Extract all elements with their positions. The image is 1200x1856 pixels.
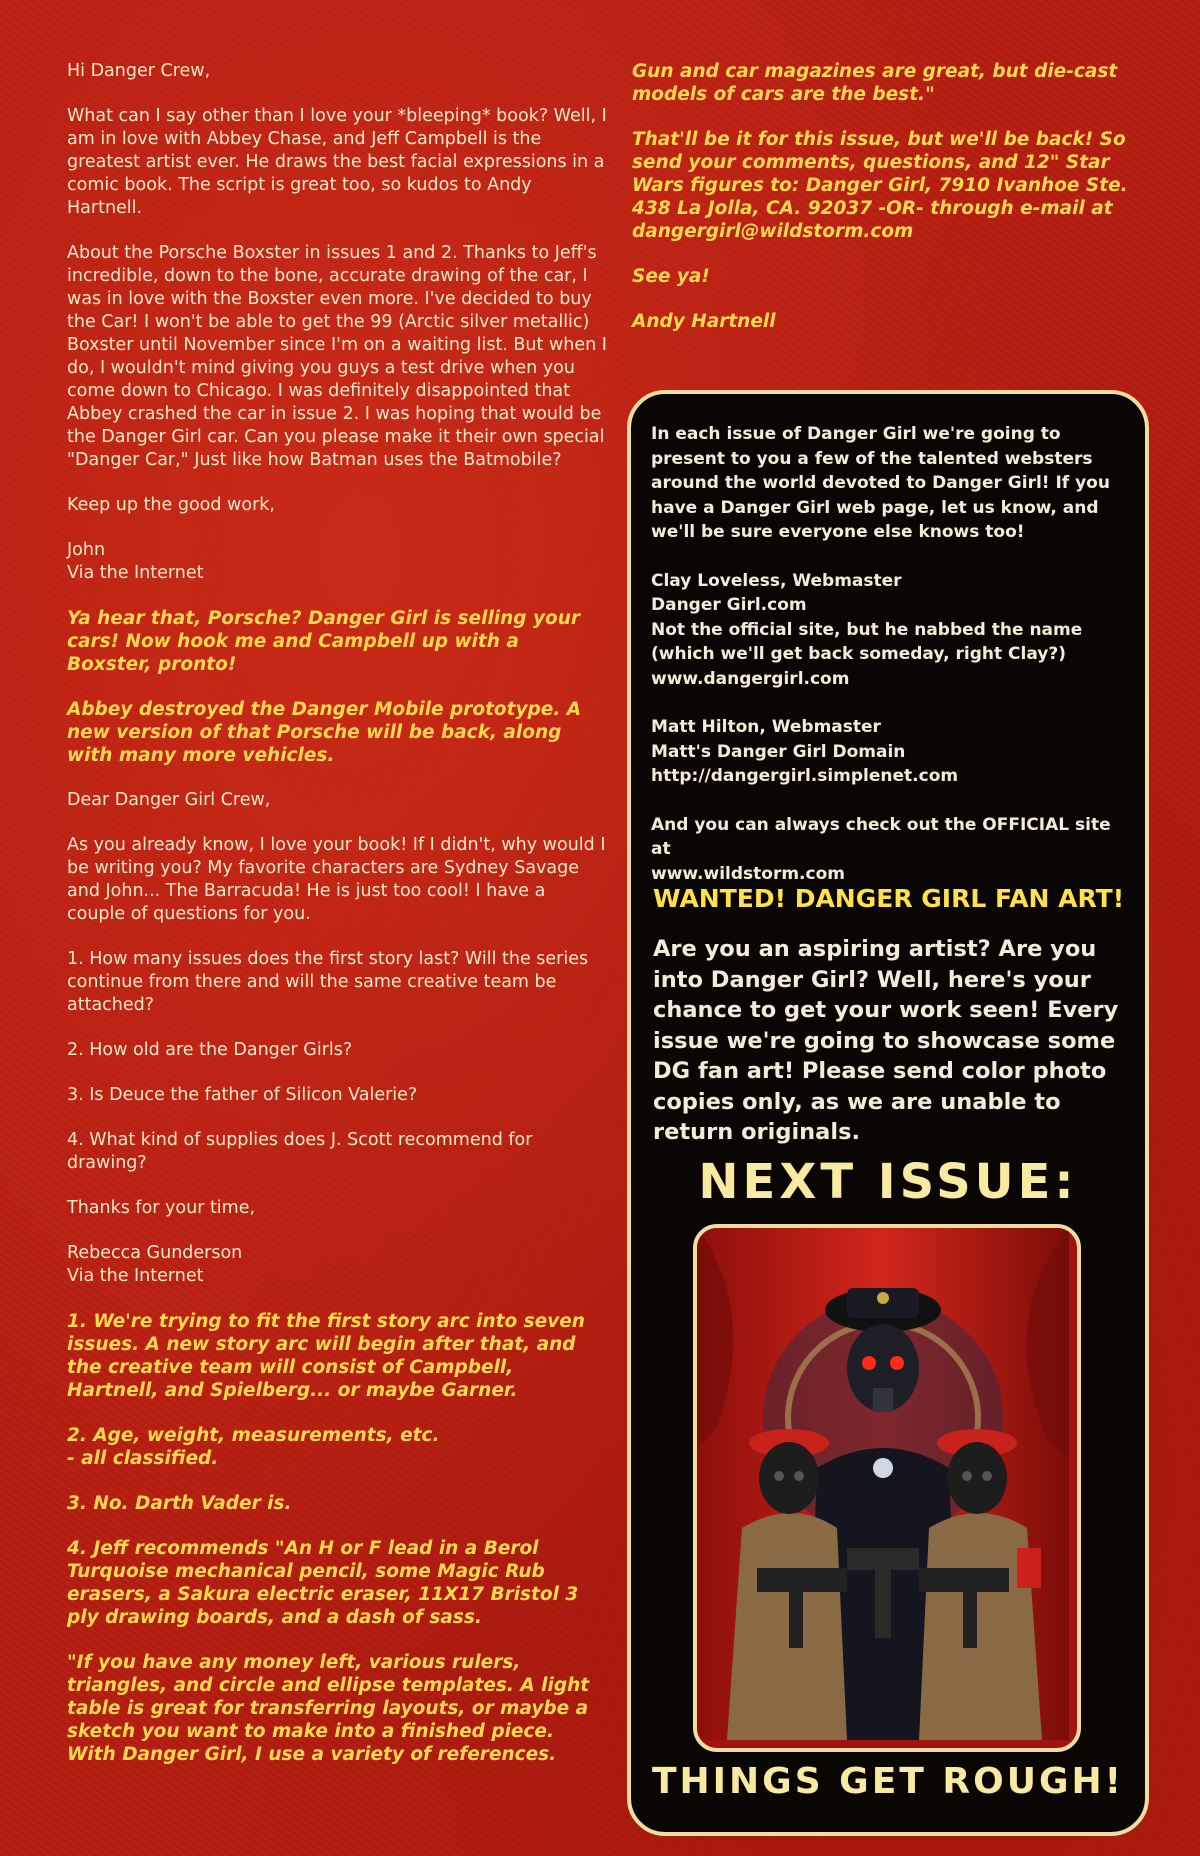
site-1 [651,569,1131,692]
site-1-note: Not the official site, but he nabbed the name [651,619,1083,640]
letter-2-via: Via the Internet [67,1266,204,1286]
site-2-title: Matt's Danger Girl Domain [651,741,906,762]
site-2-webmaster: Matt Hilton, Webmaster [651,717,881,737]
see-ya: See ya! [632,266,710,287]
site-1-title: Danger Girl.com [651,595,807,615]
websters-content [651,422,1131,910]
next-issue-tagline: THINGS GET ROUGH! [651,1761,1125,1802]
official-site [651,813,1131,887]
question-2: 2. How old are the Danger Girls? [67,1040,353,1060]
next-issue-heading: NEXT ISSUE: [698,1154,1078,1210]
editor-signature: Andy Hartnell [632,311,776,332]
site-1-webmaster: Clay Loveless, Webmaster [651,570,902,591]
greeting-1: Hi Danger Crew, [67,61,211,81]
question-3: 3. Is Deuce the father of Silicon Valerie? [67,1085,418,1105]
answer-4-end: Gun and car magazines are great, but die-cast models of cars are the best." [632,61,1118,105]
letter-1-closing: Keep up the good work, [67,495,275,515]
fan-art-heading: WANTED! DANGER GIRL FAN ART! [653,884,1125,913]
reply-1-paragraph-2: Abbey destroyed the Danger Mobile prototype. A new version of that Porsche will be back, along with many more vehicles. [67,699,582,766]
reply-1-paragraph-1: Ya hear that, Porsche? Danger Girl is selling your cars! Now hook me and Campbell up with a Boxster, pronto! [67,608,581,675]
question-1: 1. How many issues does the first story last? Will the series continue from there and will the same creative team be attached? [67,949,589,1015]
site-1-note-2: (which we'll get back someday, right Clay?) [651,644,1066,664]
closing-note: That'll be it for this issue, but we'll be back! So send your comments, questions, and 12" Star Wars figures to: Danger Girl, 7910 Ivanhoe Ste. 438 La Jolla, CA. 92037 -OR- through e-mail at dangergirl@wildstorm.com [632,129,1128,242]
official-site-text: And you can always check out the OFFICIAL site at [651,814,1111,859]
site-2 [651,715,1131,789]
question-4: 4. What kind of supplies does J. Scott recommend for drawing? [67,1130,533,1173]
letter-2-paragraph-1: As you already know, I love your book! If I didn't, why would I be writing you? My favorite characters are Sydney Savage and John... The Barracuda! He is just too cool! I have a couple of questions for you. [67,835,606,924]
letter-1-name: John [67,540,106,560]
answer-2-line-2: - all classified. [67,1448,219,1469]
answer-4-continued: "If you have any money left, various rulers, triangles, and circle and ellipse templates. A light table is great for transferring layouts, or maybe a sketch you want to make into a finished piece. With Danger Girl, I use a variety of references. [67,1652,590,1765]
letters-column-left [67,60,607,1788]
next-issue-artwork [693,1224,1081,1752]
official-site-url: www.wildstorm.com [651,863,845,884]
letter-1-via: Via the Internet [67,563,204,583]
answer-3: 3. No. Darth Vader is. [67,1493,292,1514]
answer-4: 4. Jeff recommends "An H or F lead in a Berol Turquoise mechanical pencil, some Magic Rub erasers, a Sakura electric eraser, 11X17 Bristol 3 ply drawing boards, and a dash of sass. [67,1538,579,1628]
websters-intro: In each issue of Danger Girl we're going to present to you a few of the talented websters around the world devoted to Danger Girl! If you have a Danger Girl web page, let us know, and we'll be sure everyone else knows too! [651,424,1110,542]
answer-2 [67,1424,607,1470]
answer-1: 1. We're trying to fit the first story arc into seven issues. A new story arc will begin after that, and the creative team will consist of Campbell, Hartnell, and Spielberg... or maybe Garner. [67,1311,585,1401]
websters-panel [627,390,1149,1836]
letter-2-name: Rebecca Gunderson [67,1243,243,1263]
fan-art-body: Are you an aspiring artist? Are you into Danger Girl? Well, here's your chance to get your work seen! Every issue we're going to showcase some DG fan art! Please send color photo copies only, as we are unable to return originals. [653,936,1119,1145]
letters-column-right [632,60,1152,355]
letter-2-signature [67,1242,607,1288]
letter-1-paragraph-1: What can I say other than I love your *bleeping* book? Well, I am in love with Abbey Chase, and Jeff Campbell is the greatest artist ever. He draws the best facial expressions in a comic book. The script is great too, so kudos to Andy Hartnell. [67,106,607,218]
site-2-url: http://dangergirl.simplenet.com [651,766,959,786]
letter-1-signature [67,539,607,585]
letter-2-closing: Thanks for your time, [67,1198,256,1218]
soldiers-illustration-icon [697,1228,1069,1740]
answer-2-line-1: 2. Age, weight, measurements, etc. [67,1425,440,1446]
greeting-2: Dear Danger Girl Crew, [67,790,271,810]
site-1-url: www.dangergirl.com [651,668,850,689]
letter-1-paragraph-2: About the Porsche Boxster in issues 1 and 2. Thanks to Jeff's incredible, down to the bone, accurate drawing of the car, I was in love with the Boxster even more. I've decided to buy the Car! I won't be able to get the 99 (Arctic silver metallic) Boxster until November since I'm on a waiting list. But when I do, I wouldn't mind giving you guys a test drive when you come down to Chicago. I was definitely disappointed that Abbey crashed the car in issue 2. I was hoping that would be the Danger Girl car. Can you please make it their own special "Danger Car," Just like how Batman uses the Batmobile? [67,243,607,470]
